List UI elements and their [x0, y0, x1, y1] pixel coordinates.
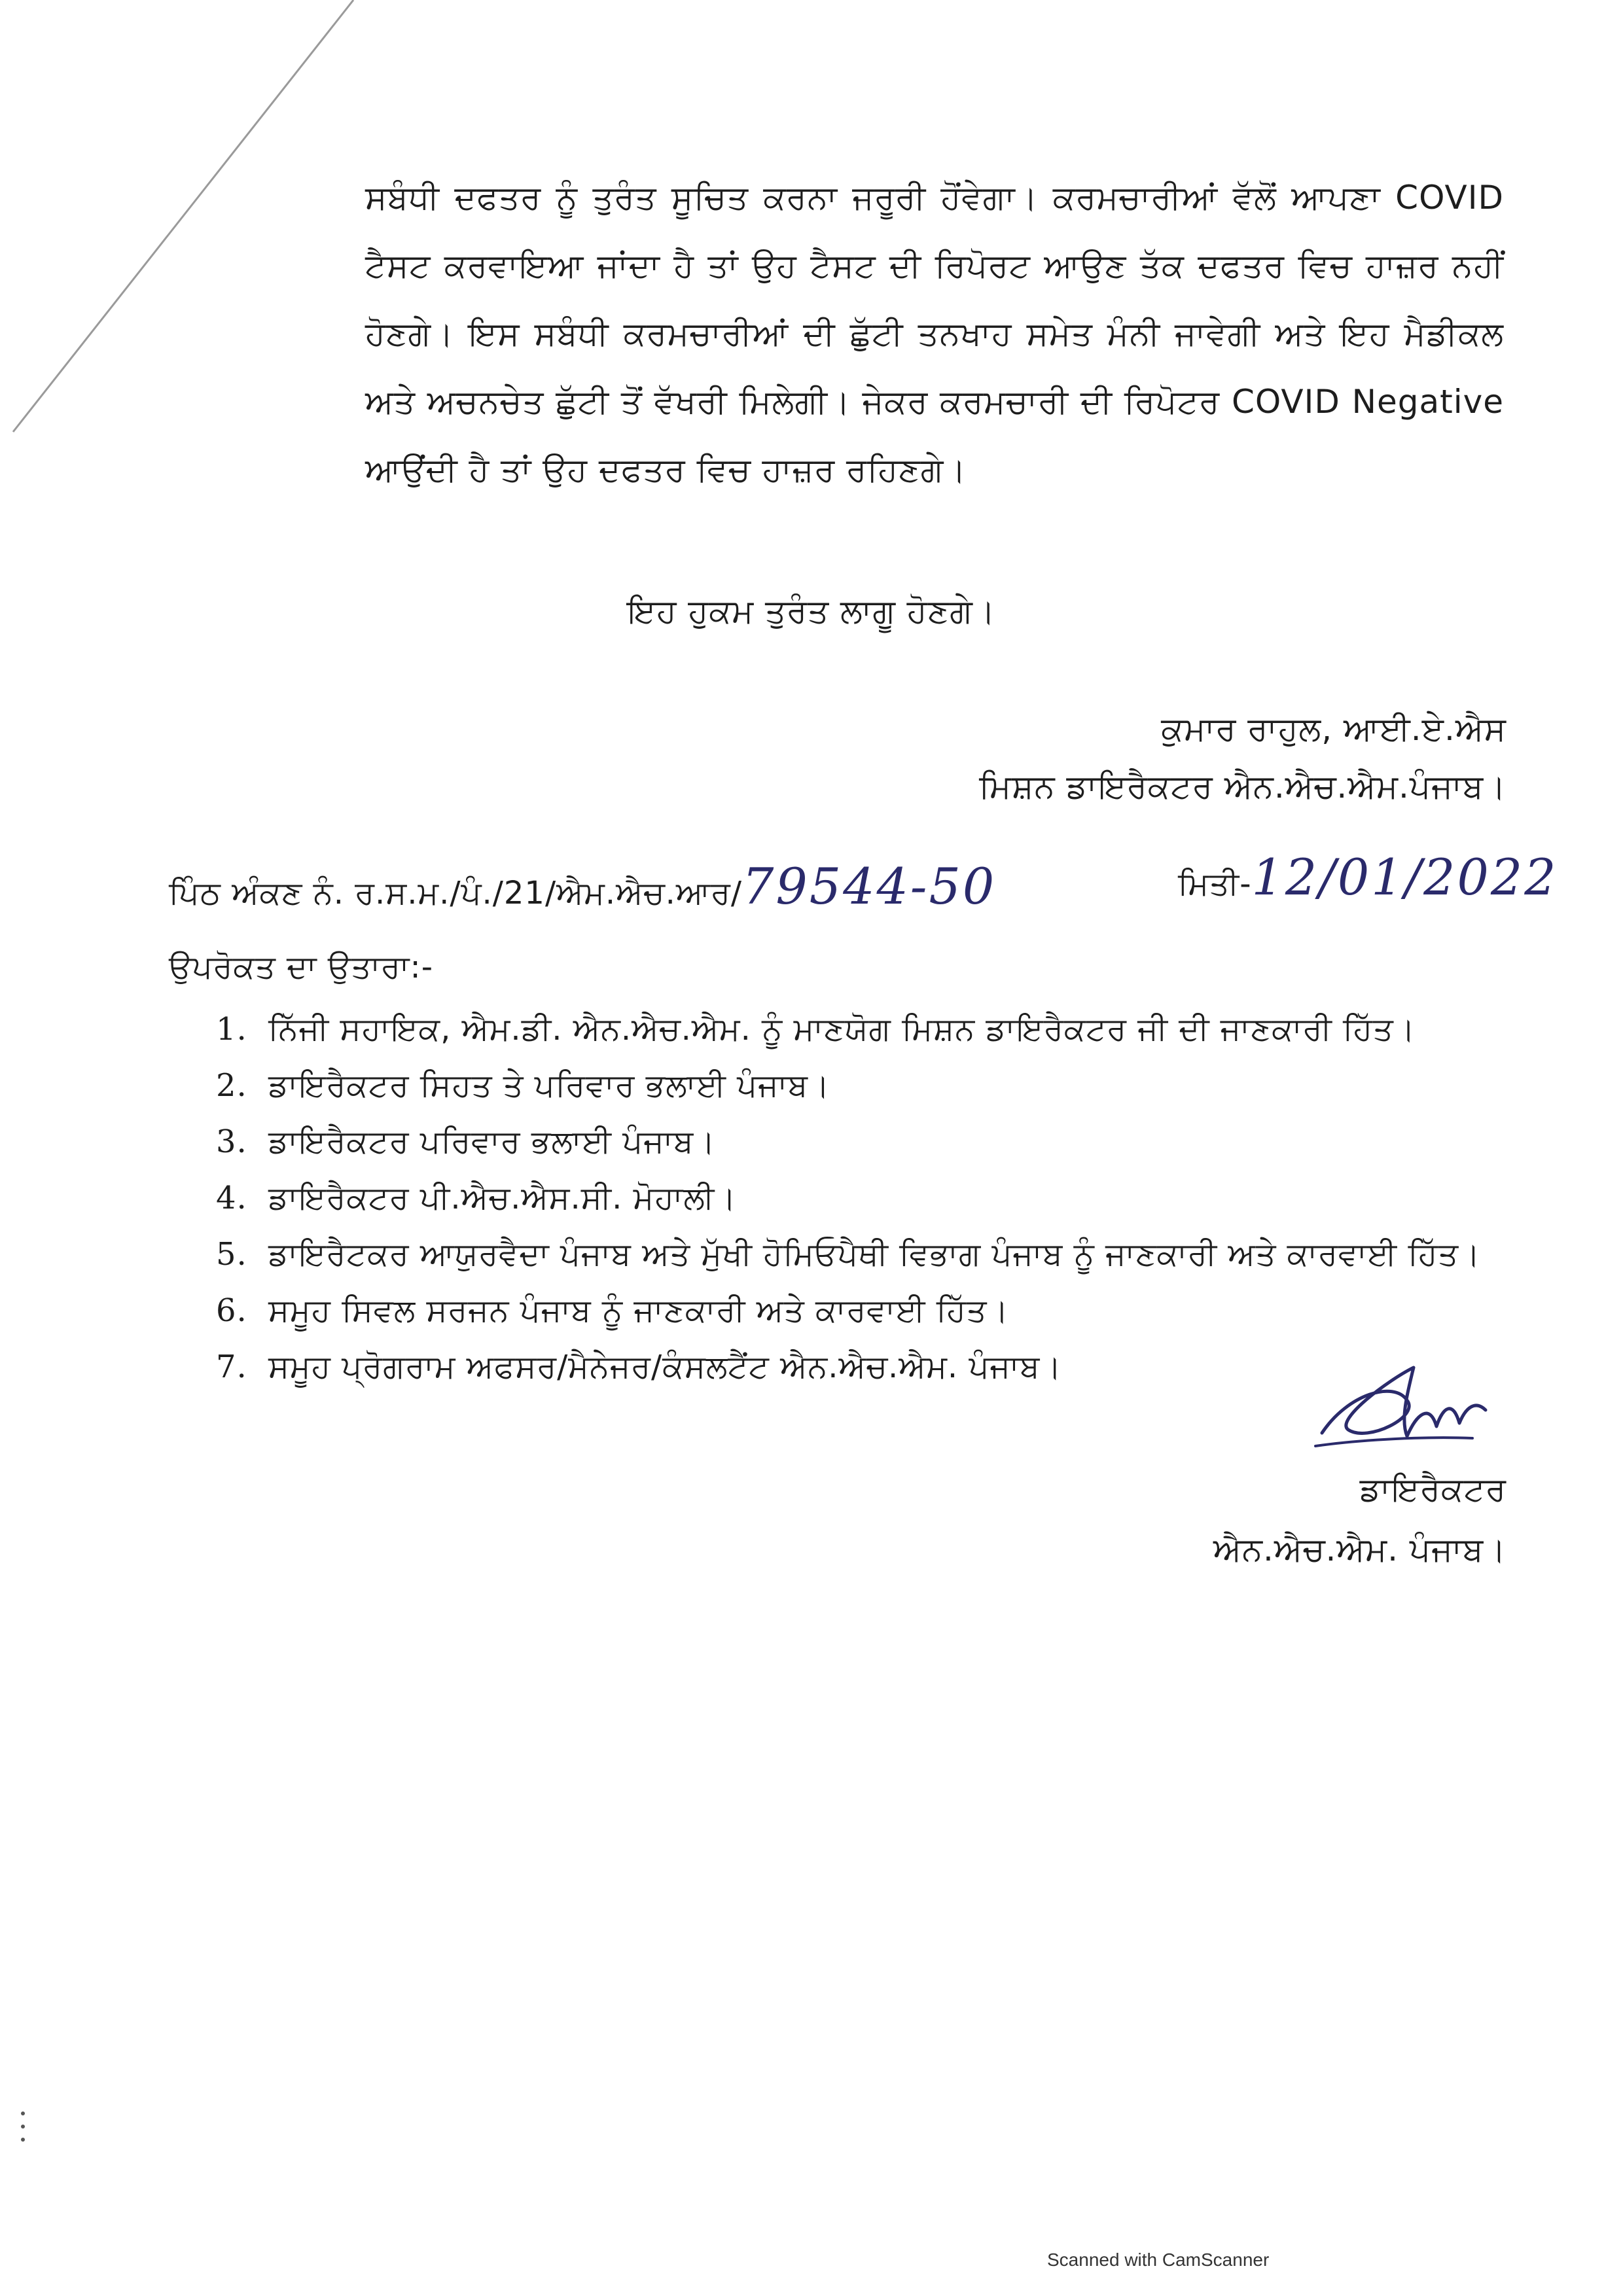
list-item [216, 1114, 1499, 1170]
signatory-name: ਕੁਮਾਰ ਰਾਹੁਲ, ਆਈ.ਏ.ਐਸ [1161, 710, 1507, 748]
list-item-text: ਡਾਇਰੈਕਟਰ ਪਰਿਵਾਰ ਭਲਾਈ ਪੰਜਾਬ। [268, 1123, 716, 1160]
date-handwritten-value: 12/01/2022 [1251, 848, 1558, 906]
copy-heading: ਉਪਰੋਕਤ ਦਾ ਉਤਾਰਾ:- [169, 949, 434, 985]
signatory-bottom-designation: ਡਾਇਰੈਕਟਰ [1359, 1470, 1507, 1508]
handwritten-signature [1309, 1354, 1518, 1459]
list-item-number: 4. [216, 1180, 247, 1216]
signatory-designation: ਮਿਸ਼ਨ ਡਾਇਰੈਕਟਰ ਐਨ.ਐਚ.ਐਮ.ਪੰਜਾਬ। [979, 768, 1507, 805]
list-item-number: 1. [216, 1011, 247, 1048]
reference-label: ਪਿੰਠ ਅੰਕਣ ਨੰ. ਰ.ਸ.ਮ./ਪੰ./21/ਐਮ.ਐਚ.ਆਰ/ [169, 875, 743, 911]
reference-number [169, 857, 996, 915]
order-statement: ਇਹ ਹੁਕਮ ਤੁਰੰਤ ਲਾਗੂ ਹੋਣਗੇ। [627, 592, 996, 630]
distribution-list [216, 1001, 1499, 1395]
list-item-number: 7. [216, 1349, 247, 1385]
signatory-bottom [1213, 1459, 1507, 1580]
list-item [216, 1282, 1499, 1339]
reference-handwritten-number: 79544-50 [742, 857, 997, 915]
body-paragraph: ਸਬੰਧੀ ਦਫਤਰ ਨੂੰ ਤੁਰੰਤ ਸੂਚਿਤ ਕਰਨਾ ਜਰੂਰੀ ਹੋਂਵੇਗਾ। ਕਰਮਚਾਰੀਆਂ ਵੱਲੋਂ ਆਪਣਾ COVID ਟੈਸਟ ਕਰਵਾਇਆ ਜਾਂਦਾ ਹੈ ਤਾਂ ਉਹ ਟੈਸਟ ਦੀ ਰਿਪੋਰਟ ਆਉਣ ਤੱਕ ਦਫਤਰ ਵਿਚ ਹਾਜ਼ਰ ਨਹੀਂ ਹੋਣਗੇ। ਇਸ ਸਬੰਧੀ ਕਰਮਚਾਰੀਆਂ ਦੀ ਛੁੱਟੀ ਤਨਖਾਹ ਸਮੇਤ ਮੰਨੀ ਜਾਵੇਗੀ ਅਤੇ ਇਹ ਮੈਡੀਕਲ ਅਤੇ ਅਚਨਚੇਤ ਛੁੱਟੀ ਤੋਂ ਵੱਖਰੀ ਮਿਲੇਗੀ। ਜੇਕਰ ਕਰਮਚਾਰੀ ਦੀ ਰਿਪੋਟਰ COVID Negative ਆਉਂਦੀ ਹੈ ਤਾਂ ਉਹ ਦਫਤਰ ਵਿਚ ਹਾਜ਼ਰ ਰਹਿਣਗੇ। [365, 179, 1504, 489]
list-item [216, 1339, 1499, 1395]
list-item-text: ਸਮੂਹ ਸਿਵਲ ਸਰਜਨ ਪੰਜਾਬ ਨੂੰ ਜਾਣਕਾਰੀ ਅਤੇ ਕਾਰਵਾਈ ਹਿੱਤ। [268, 1292, 1009, 1329]
list-item-text: ਡਾਇਰੈਕਟਰ ਸਿਹਤ ਤੇ ਪਰਿਵਾਰ ਭਲਾਈ ਪੰਜਾਬ। [268, 1067, 830, 1104]
list-item [216, 1057, 1499, 1114]
list-item [216, 1226, 1499, 1282]
list-item [216, 1170, 1499, 1226]
signatory-top [979, 700, 1507, 815]
date-field [1178, 848, 1558, 906]
date-label: ਮਿਤੀ- [1178, 866, 1252, 902]
list-item-text: ਸਮੂਹ ਪ੍ਰੋਗਰਾਮ ਅਫਸਰ/ਮੈਨੇਜਰ/ਕੰਸਲਟੈਂਟ ਐਨ.ਐਚ.ਐਮ. ਪੰਜਾਬ। [268, 1349, 1062, 1385]
list-item-text: ਡਾਇਰੈਕਟਰ ਪੀ.ਐਚ.ਐਸ.ਸੀ. ਮੋਹਾਲੀ। [268, 1180, 737, 1216]
list-item-number: 6. [216, 1292, 247, 1329]
list-item [216, 1001, 1499, 1057]
list-item-number: 3. [216, 1123, 247, 1160]
scanner-watermark: Scanned with CamScanner [1047, 2250, 1270, 2270]
list-item-number: 2. [216, 1067, 247, 1104]
list-item-number: 5. [216, 1236, 247, 1273]
scan-edge-marks [18, 2107, 27, 2159]
list-item-text: ਡਾਇਰੈਟਕਰ ਆਯੁਰਵੈਦਾ ਪੰਜਾਬ ਅਤੇ ਮੁੱਖੀ ਹੋਮਿਓਪੈਥੀ ਵਿਭਾਗ ਪੰਜਾਬ ਨੂੰ ਜਾਣਕਾਰੀ ਅਤੇ ਕਾਰਵਾਈ ਹਿੱਤ। [268, 1236, 1481, 1273]
signatory-bottom-office: ਐਨ.ਐਚ.ਐਮ. ਪੰਜਾਬ। [1213, 1530, 1507, 1568]
list-item-text: ਨਿੱਜੀ ਸਹਾਇਕ, ਐਮ.ਡੀ. ਐਨ.ਐਚ.ਐਮ. ਨੂੰ ਮਾਣਯੋਗ ਮਿਸ਼ਨ ਡਾਇਰੈਕਟਰ ਜੀ ਦੀ ਜਾਣਕਾਰੀ ਹਿੱਤ। [268, 1011, 1416, 1048]
